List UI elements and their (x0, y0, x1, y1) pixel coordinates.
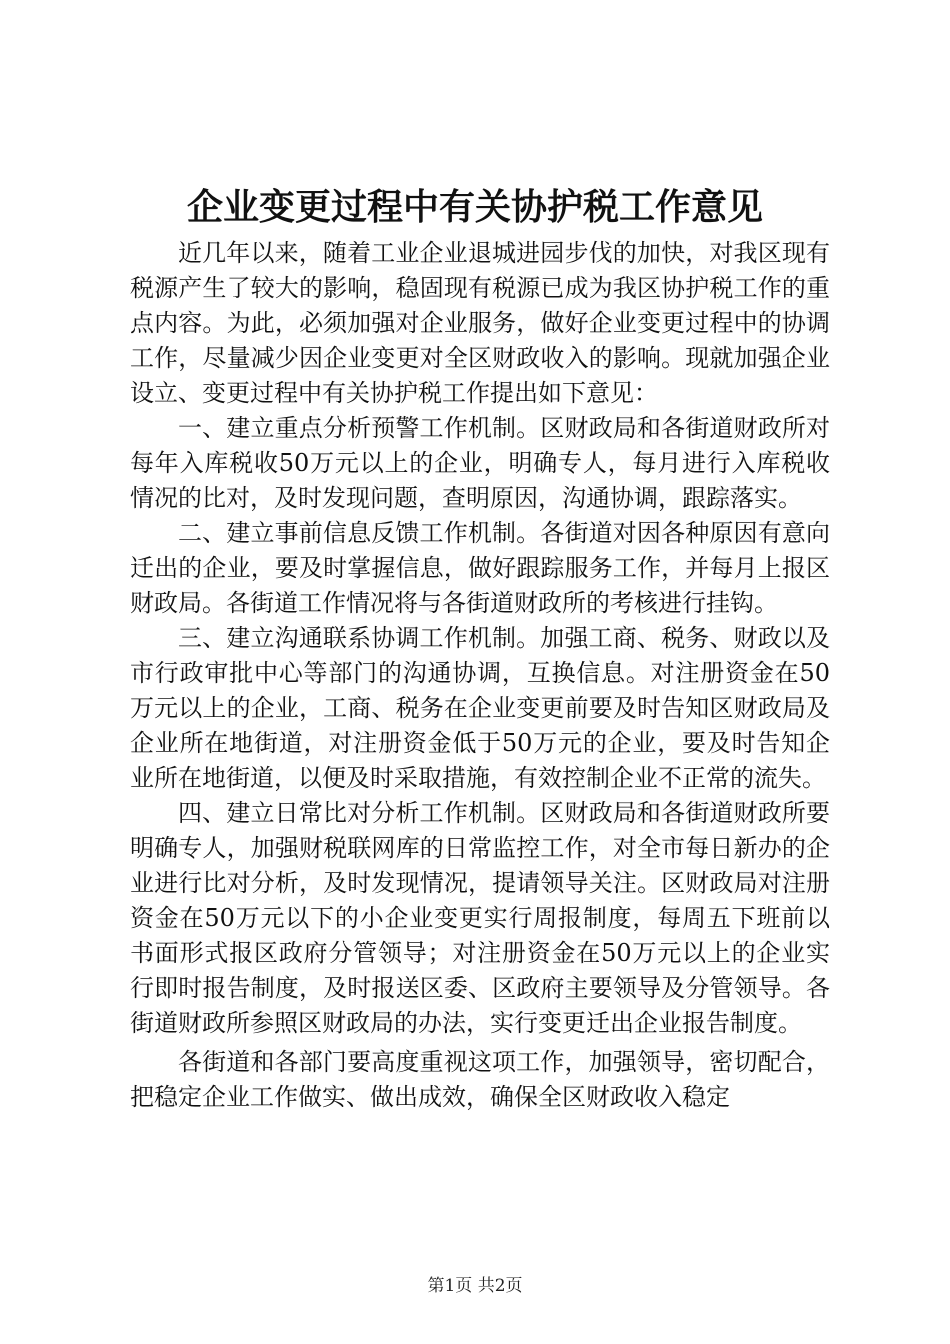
document-title: 企业变更过程中有关协护税工作意见 (186, 186, 763, 228)
paragraph-item-2: 二、建立事前信息反馈工作机制。各街道对因各种原因有意向迁出的企业，要及时掌握信息，做好跟踪服务工作，并每月上报区财政局。各街道工作情况将与各街道财政所的考核进行挂钩。 (130, 519, 830, 617)
document-body (130, 236, 830, 1115)
page-number-footer: 第1页 共2页 (427, 1276, 523, 1296)
paragraph-intro: 近几年以来，随着工业企业退城进园步伐的加快，对我区现有税源产生了较大的影响，稳固现有税源已成为我区协护税工作的重点内容。为此，必须加强对企业服务，做好企业变更过程中的协调工作，尽量减少因企业变更对全区财政收入的影响。现就加强企业设立、变更过程中有关协护税工作提出如下意见： (130, 239, 830, 407)
paragraph-conclusion: 各街道和各部门要高度重视这项工作，加强领导，密切配合，把稳定企业工作做实、做出成效，确保全区财政收入稳定 (130, 1048, 830, 1111)
paragraph-item-1: 一、建立重点分析预警工作机制。区财政局和各街道财政所对每年入库税收50万元以上的企业，明确专人，每月进行入库税收情况的比对，及时发现问题，查明原因，沟通协调，跟踪落实。 (130, 414, 830, 512)
paragraph-item-3: 三、建立沟通联系协调工作机制。加强工商、税务、财政以及市行政审批中心等部门的沟通协调，互换信息。对注册资金在50万元以上的企业，工商、税务在企业变更前要及时告知区财政局及企业所在地街道，对注册资金低于50万元的企业，要及时告知企业所在地街道，以便及时采取措施，有效控制企业不正常的流失。 (130, 624, 830, 792)
paragraph-item-4: 四、建立日常比对分析工作机制。区财政局和各街道财政所要明确专人，加强财税联网库的日常监控工作，对全市每日新办的企业进行比对分析，及时发现情况，提请领导关注。区财政局对注册资金在50万元以下的小企业变更实行周报制度，每周五下班前以书面形式报区政府分管领导；对注册资金在50万元以上的企业实行即时报告制度，及时报送区委、区政府主要领导及分管领导。各街道财政所参照区财政局的办法，实行变更迁出企业报告制度。 (130, 799, 830, 1037)
